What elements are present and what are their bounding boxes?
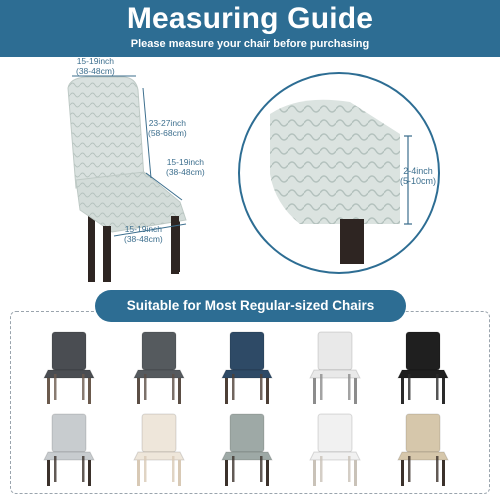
chair-front-leg-right <box>171 216 179 274</box>
seat-thickness-dimension: 2-4inch (5-10cm) <box>400 166 437 186</box>
chair-example-dark-grey-leather-chair <box>40 330 100 406</box>
back-height-dimension: 23-27inch (58-68cm) <box>148 118 187 138</box>
seat-depth-dimension: 15-19inch (38-48cm) <box>166 157 205 177</box>
seat-width-dimension: 15-19inch (38-48cm) <box>124 224 163 244</box>
covered-chair-illustration <box>40 60 240 290</box>
suitable-chairs-banner: Suitable for Most Regular-sized Chairs <box>95 290 406 322</box>
chair-example-beige-chair <box>394 412 454 488</box>
chair-example-white-parsons-chair <box>306 412 366 488</box>
width-top-dimension: 15-19inch (38-48cm) <box>76 56 115 76</box>
chair-example-black-leather-chair <box>394 330 454 406</box>
chair-example-navy-blue-chair <box>218 330 278 406</box>
page-title: Measuring Guide <box>126 2 374 35</box>
page-subtitle: Please measure your chair before purchasing <box>130 38 370 50</box>
chair-front-leg-left <box>103 226 111 282</box>
chair-example-light-grey-chair <box>40 412 100 488</box>
chair-example-ladder-back-chair <box>130 330 190 406</box>
chair-example-white-cushion-chair <box>306 330 366 406</box>
chair-example-lattice-back-chair <box>130 412 190 488</box>
chair-example-sage-grey-chair <box>218 412 278 488</box>
